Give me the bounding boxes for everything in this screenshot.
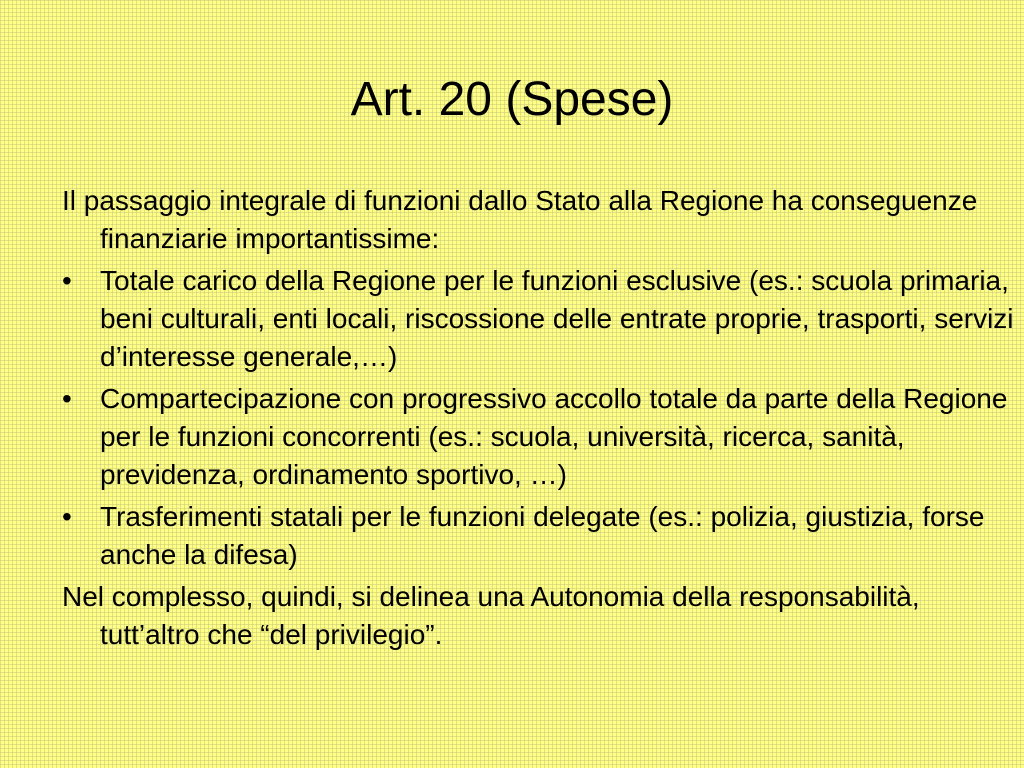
bullet-item: [62, 380, 1014, 494]
conclusion-paragraph: Nel complesso, quindi, si delinea una Autonomia della responsabilità, tutt’altro che “del privilegio”.: [62, 581, 920, 650]
bullet-text: Compartecipazione con progressivo accollo totale da parte della Regione per le funzioni concorrenti (es.: scuola, università, ricerca, sanità, previdenza, ordinamento sportivo, …): [100, 383, 1008, 490]
intro-paragraph: Il passaggio integrale di funzioni dallo Stato alla Regione ha conseguenze finanziarie importantissime:: [62, 185, 978, 254]
slide-body: [62, 182, 1014, 658]
bullet-item: [62, 498, 1014, 574]
bullet-dot: •: [62, 501, 72, 532]
bullet-dot: •: [62, 383, 72, 414]
bullet-dot: •: [62, 265, 72, 296]
bullet-text: Trasferimenti statali per le funzioni delegate (es.: polizia, giustizia, forse anche la difesa): [100, 501, 985, 570]
bullet-item: [62, 262, 1014, 376]
slide-title: Art. 20 (Spese): [350, 73, 674, 126]
bullet-text: Totale carico della Regione per le funzioni esclusive (es.: scuola primaria, beni culturali, enti locali, riscossione delle entrate proprie, trasporti, servizi d’interesse generale,…): [100, 265, 1014, 372]
